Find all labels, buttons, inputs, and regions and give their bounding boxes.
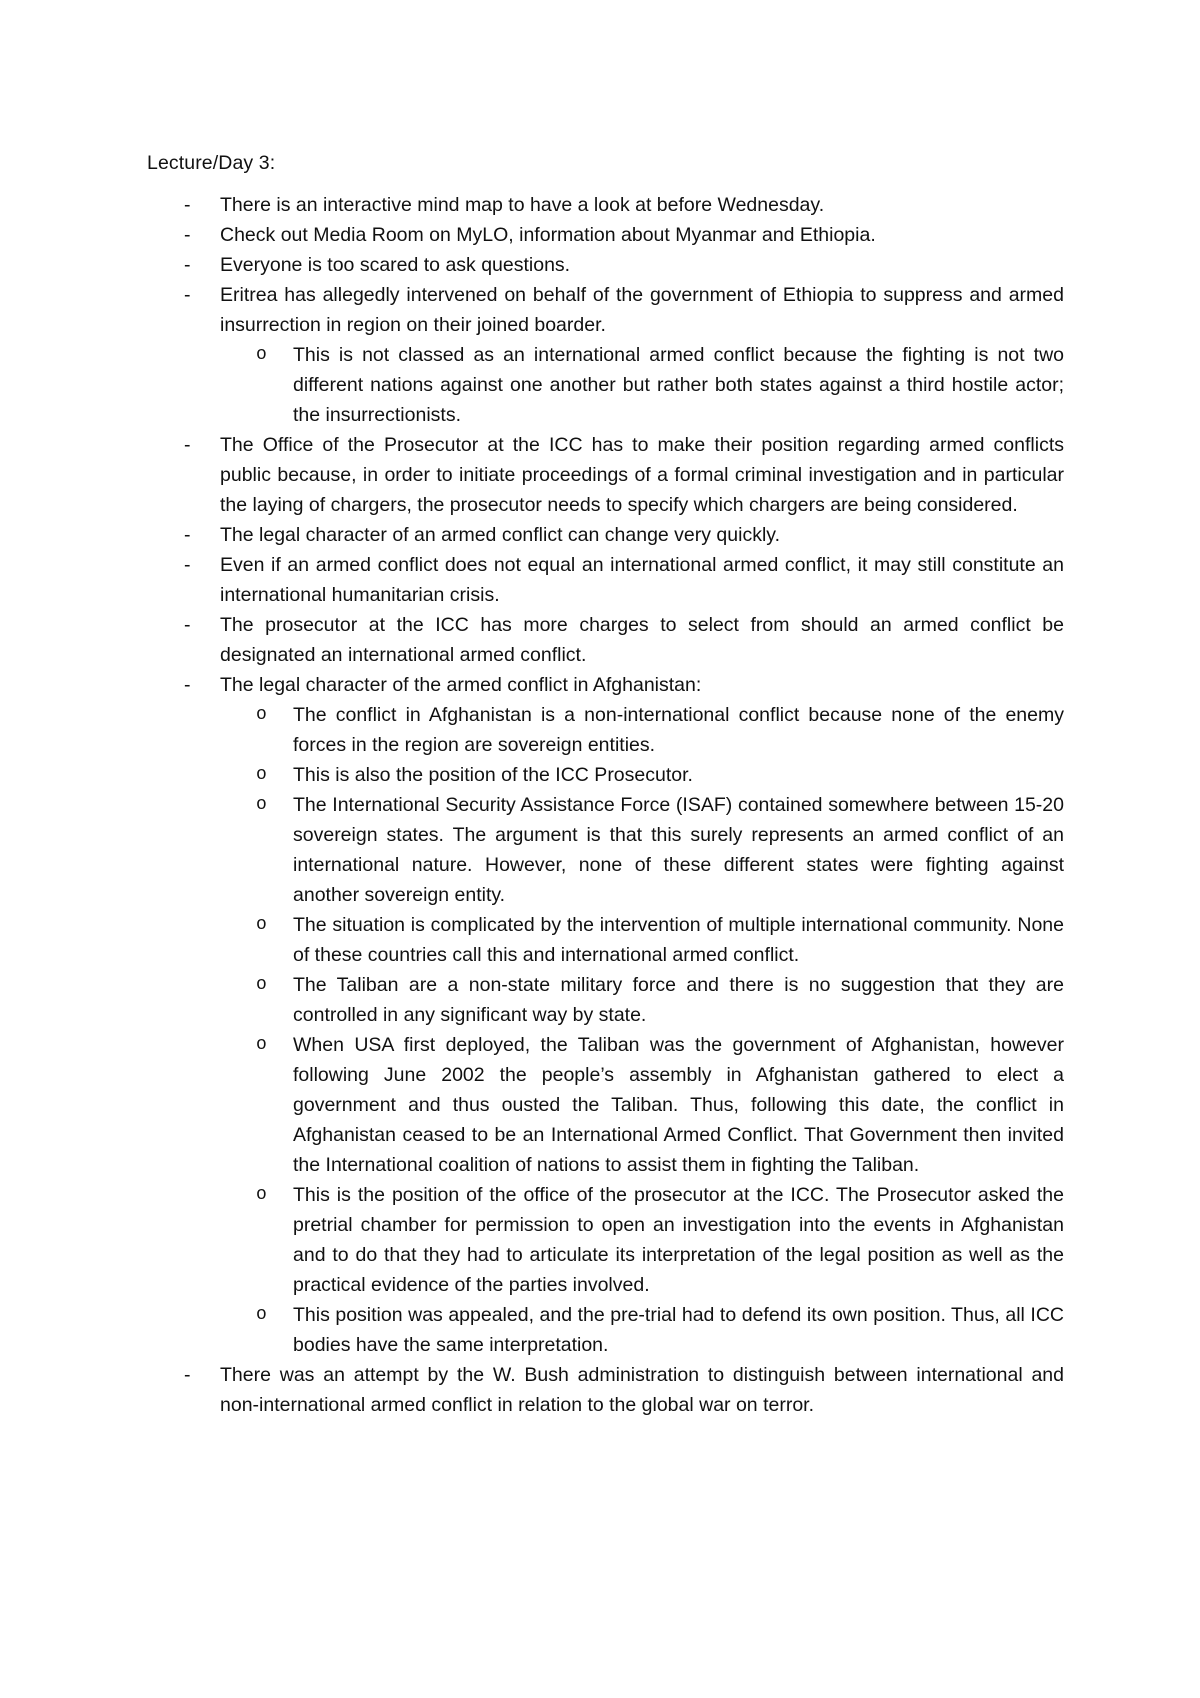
- dash-bullet: -: [184, 1364, 191, 1386]
- circle-bullet: o: [256, 1185, 267, 1205]
- list-item-text: Everyone is too scared to ask questions.: [220, 254, 571, 276]
- sub-list-item-text: This is not classed as an international armed conflict because the fighting is not two different nations against one another but rather both states against a third hostile actor; the insurrectionists.: [293, 344, 1064, 426]
- circle-bullet: o: [256, 795, 267, 815]
- bullet-list: [147, 190, 1064, 1420]
- sub-list-item-text: When USA first deployed, the Taliban was the government of Afghanistan, however following June 2002 the people’s assembly in Afghanistan gathered to elect a government and thus ousted the Taliban. Thus, following this date, the conflict in Afghanistan ceased to be an International Armed Conflict. That Government then invited the International coalition of nations to assist them in fighting the Taliban.: [293, 1034, 1064, 1176]
- dash-bullet: -: [184, 434, 191, 456]
- sub-list-item: [256, 1300, 1064, 1360]
- list-item: [184, 610, 1064, 670]
- sub-list-item-text: The Taliban are a non-state military force and there is no suggestion that they are controlled in any significant way by state.: [293, 974, 1064, 1026]
- dash-bullet: -: [184, 554, 191, 576]
- circle-bullet: o: [256, 705, 267, 725]
- list-item-text: The legal character of an armed conflict can change very quickly.: [220, 524, 781, 546]
- circle-bullet: o: [256, 765, 267, 785]
- sub-list-item: [256, 910, 1064, 970]
- page-title: Lecture/Day 3:: [147, 152, 276, 174]
- list-item-text: The prosecutor at the ICC has more charges to select from should an armed conflict be designated an international armed conflict.: [220, 614, 1064, 666]
- sub-list-item: [256, 1030, 1064, 1180]
- sub-bullet-list: [220, 700, 1064, 1360]
- list-item-text: The Office of the Prosecutor at the ICC has to make their position regarding armed conflicts public because, in order to initiate proceedings of a formal criminal investigation and in particular the laying of chargers, the prosecutor needs to specify which chargers are being considered.: [220, 434, 1064, 516]
- dash-bullet: -: [184, 254, 191, 276]
- list-item: [184, 430, 1064, 520]
- list-item: [184, 520, 1064, 550]
- dash-bullet: -: [184, 614, 191, 636]
- sub-list-item: [256, 700, 1064, 760]
- list-item: [184, 1360, 1064, 1420]
- sub-list-item: [256, 970, 1064, 1030]
- dash-bullet: -: [184, 284, 191, 306]
- sub-list-item-text: This is also the position of the ICC Prosecutor.: [293, 764, 693, 786]
- sub-list-item-text: The situation is complicated by the intervention of multiple international community. None of these countries call this and international armed conflict.: [293, 914, 1064, 966]
- list-item: [184, 190, 1064, 220]
- list-item-text: Check out Media Room on MyLO, information about Myanmar and Ethiopia.: [220, 224, 876, 246]
- circle-bullet: o: [256, 975, 267, 995]
- sub-bullet-list: [220, 340, 1064, 430]
- sub-list-item: [256, 790, 1064, 910]
- sub-list-item: [256, 760, 1064, 790]
- list-item-text: Even if an armed conflict does not equal an international armed conflict, it may still constitute an international humanitarian crisis.: [220, 554, 1064, 606]
- circle-bullet: o: [256, 915, 267, 935]
- sub-list-item-text: This is the position of the office of the prosecutor at the ICC. The Prosecutor asked the pretrial chamber for permission to open an investigation into the events in Afghanistan and to do that they had to articulate its interpretation of the legal position as well as the practical evidence of the parties involved.: [293, 1184, 1064, 1296]
- list-item-text: There is an interactive mind map to have a look at before Wednesday.: [220, 194, 825, 216]
- list-item: [184, 550, 1064, 610]
- circle-bullet: o: [256, 1305, 267, 1325]
- dash-bullet: -: [184, 524, 191, 546]
- sub-list-item-text: The conflict in Afghanistan is a non-international conflict because none of the enemy forces in the region are sovereign entities.: [293, 704, 1064, 756]
- circle-bullet: o: [256, 345, 267, 365]
- list-item-text: The legal character of the armed conflict in Afghanistan:: [220, 674, 702, 696]
- list-item-text: There was an attempt by the W. Bush administration to distinguish between international and non-international armed conflict in relation to the global war on terror.: [220, 1364, 1064, 1416]
- list-item-text: Eritrea has allegedly intervened on behalf of the government of Ethiopia to suppress and armed insurrection in region on their joined boarder.: [220, 284, 1064, 336]
- dash-bullet: -: [184, 194, 191, 216]
- list-item: [184, 280, 1064, 430]
- dash-bullet: -: [184, 674, 191, 696]
- sub-list-item: [256, 340, 1064, 430]
- list-item: [184, 220, 1064, 250]
- list-item: [184, 250, 1064, 280]
- sub-list-item-text: This position was appealed, and the pre-trial had to defend its own position. Thus, all ICC bodies have the same interpretation.: [293, 1304, 1064, 1356]
- list-item: [184, 670, 1064, 1360]
- circle-bullet: o: [256, 1035, 267, 1055]
- sub-list-item-text: The International Security Assistance Force (ISAF) contained somewhere between 15-20 sovereign states. The argument is that this surely represents an armed conflict of an international nature. However, none of these different states were fighting against another sovereign entity.: [293, 794, 1064, 906]
- dash-bullet: -: [184, 224, 191, 246]
- sub-list-item: [256, 1180, 1064, 1300]
- document-body: [147, 148, 1064, 1420]
